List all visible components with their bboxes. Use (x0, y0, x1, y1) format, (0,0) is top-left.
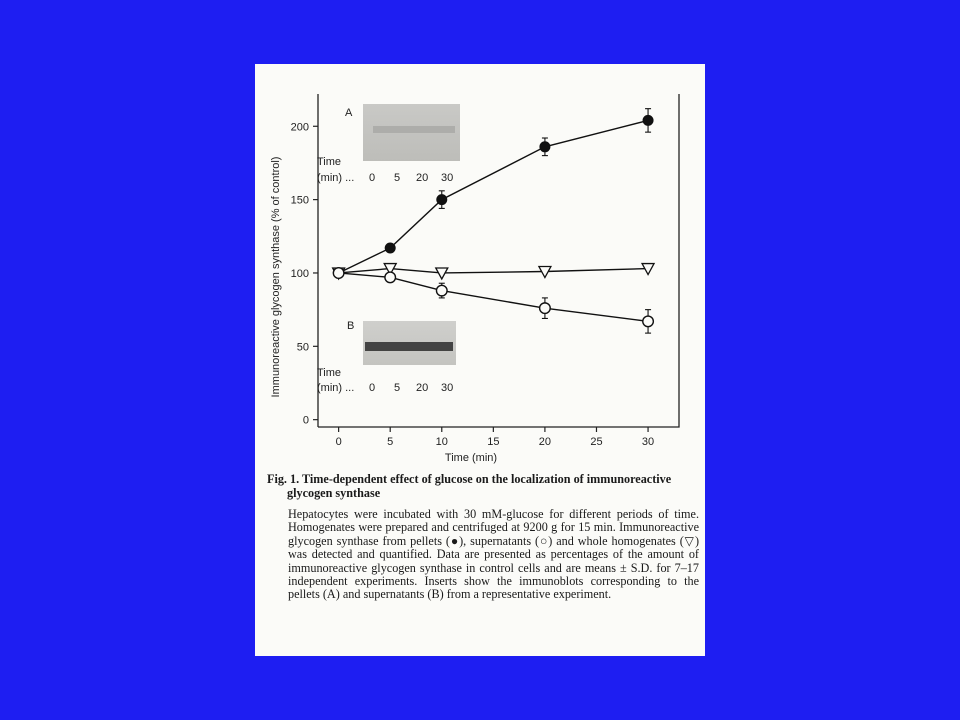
data-point (385, 243, 395, 253)
chart (255, 64, 705, 464)
insert-b-lane-2: 20 (416, 382, 429, 394)
data-point (643, 316, 654, 327)
x-tick-label: 20 (538, 436, 552, 448)
insert-b (317, 320, 456, 394)
insert-a-lane-1: 5 (394, 172, 401, 184)
insert-b-unit-label: (min) ... (317, 382, 355, 394)
figure-page (255, 64, 705, 656)
data-point (385, 272, 396, 283)
insert-b-time-label: Time (317, 367, 342, 379)
ticks (291, 121, 655, 448)
insert-b-lane-3: 30 (441, 382, 454, 394)
y-tick-label: 0 (302, 414, 309, 427)
insert-b-letter: B (347, 320, 355, 332)
insert-a-lane-3: 30 (441, 172, 454, 184)
x-tick-label: 30 (641, 436, 655, 448)
insert-a-time-label: Time (317, 156, 342, 168)
x-tick-label: 25 (590, 436, 603, 448)
x-tick-label: 15 (487, 436, 500, 448)
insert-a-letter: A (345, 107, 353, 119)
x-axis-title: Time (min) (444, 452, 498, 464)
series-line (339, 269, 648, 273)
data-point (436, 285, 447, 296)
y-axis-title: Immunoreactive glycogen synthase (% of control) (270, 156, 282, 398)
data-point (643, 115, 653, 125)
caption-body: Hepatocytes were incubated with 30 mM-glucose for different periods of time. Homogenates were prepared and centrifuged at 9200 g for 15 min. Immunoreactive glycogen synthase from pellets (●), supernatants (○) and whole homogenates (▽) was detected and quantified. Data are presented as percentages of the amount of immunoreactive glycogen synthase in control cells and are means ± S.D. for 7–17 independent experiments. Inserts show the immunoblots corresponding to the pellets (A) and supernatants (B) from a representative experiment. (288, 507, 699, 602)
data-point (540, 142, 550, 152)
insert-b-band (365, 342, 453, 351)
data-point (540, 303, 551, 314)
data-point (333, 268, 344, 279)
y-tick-label: 50 (296, 341, 309, 354)
insert-b-lane-0: 0 (369, 382, 376, 394)
insert-a-unit-label: (min) ... (317, 172, 355, 184)
y-tick-label: 100 (290, 267, 309, 280)
insert-b-lane-1: 5 (394, 382, 401, 394)
figure-caption (267, 472, 699, 602)
x-tick-label: 5 (387, 436, 394, 448)
insert-a (317, 104, 460, 184)
insert-a-lane-0: 0 (369, 172, 376, 184)
insert-a-lane-2: 20 (416, 172, 429, 184)
x-tick-label: 10 (435, 436, 448, 448)
caption-title: Fig. 1. Time-dependent effect of glucose on the localization of immunoreactive glycogen synthase (267, 472, 672, 500)
y-tick-label: 200 (290, 121, 309, 134)
data-point (437, 195, 447, 205)
insert-a-band (373, 126, 455, 133)
y-tick-label: 150 (290, 194, 309, 207)
x-tick-label: 0 (335, 436, 342, 448)
